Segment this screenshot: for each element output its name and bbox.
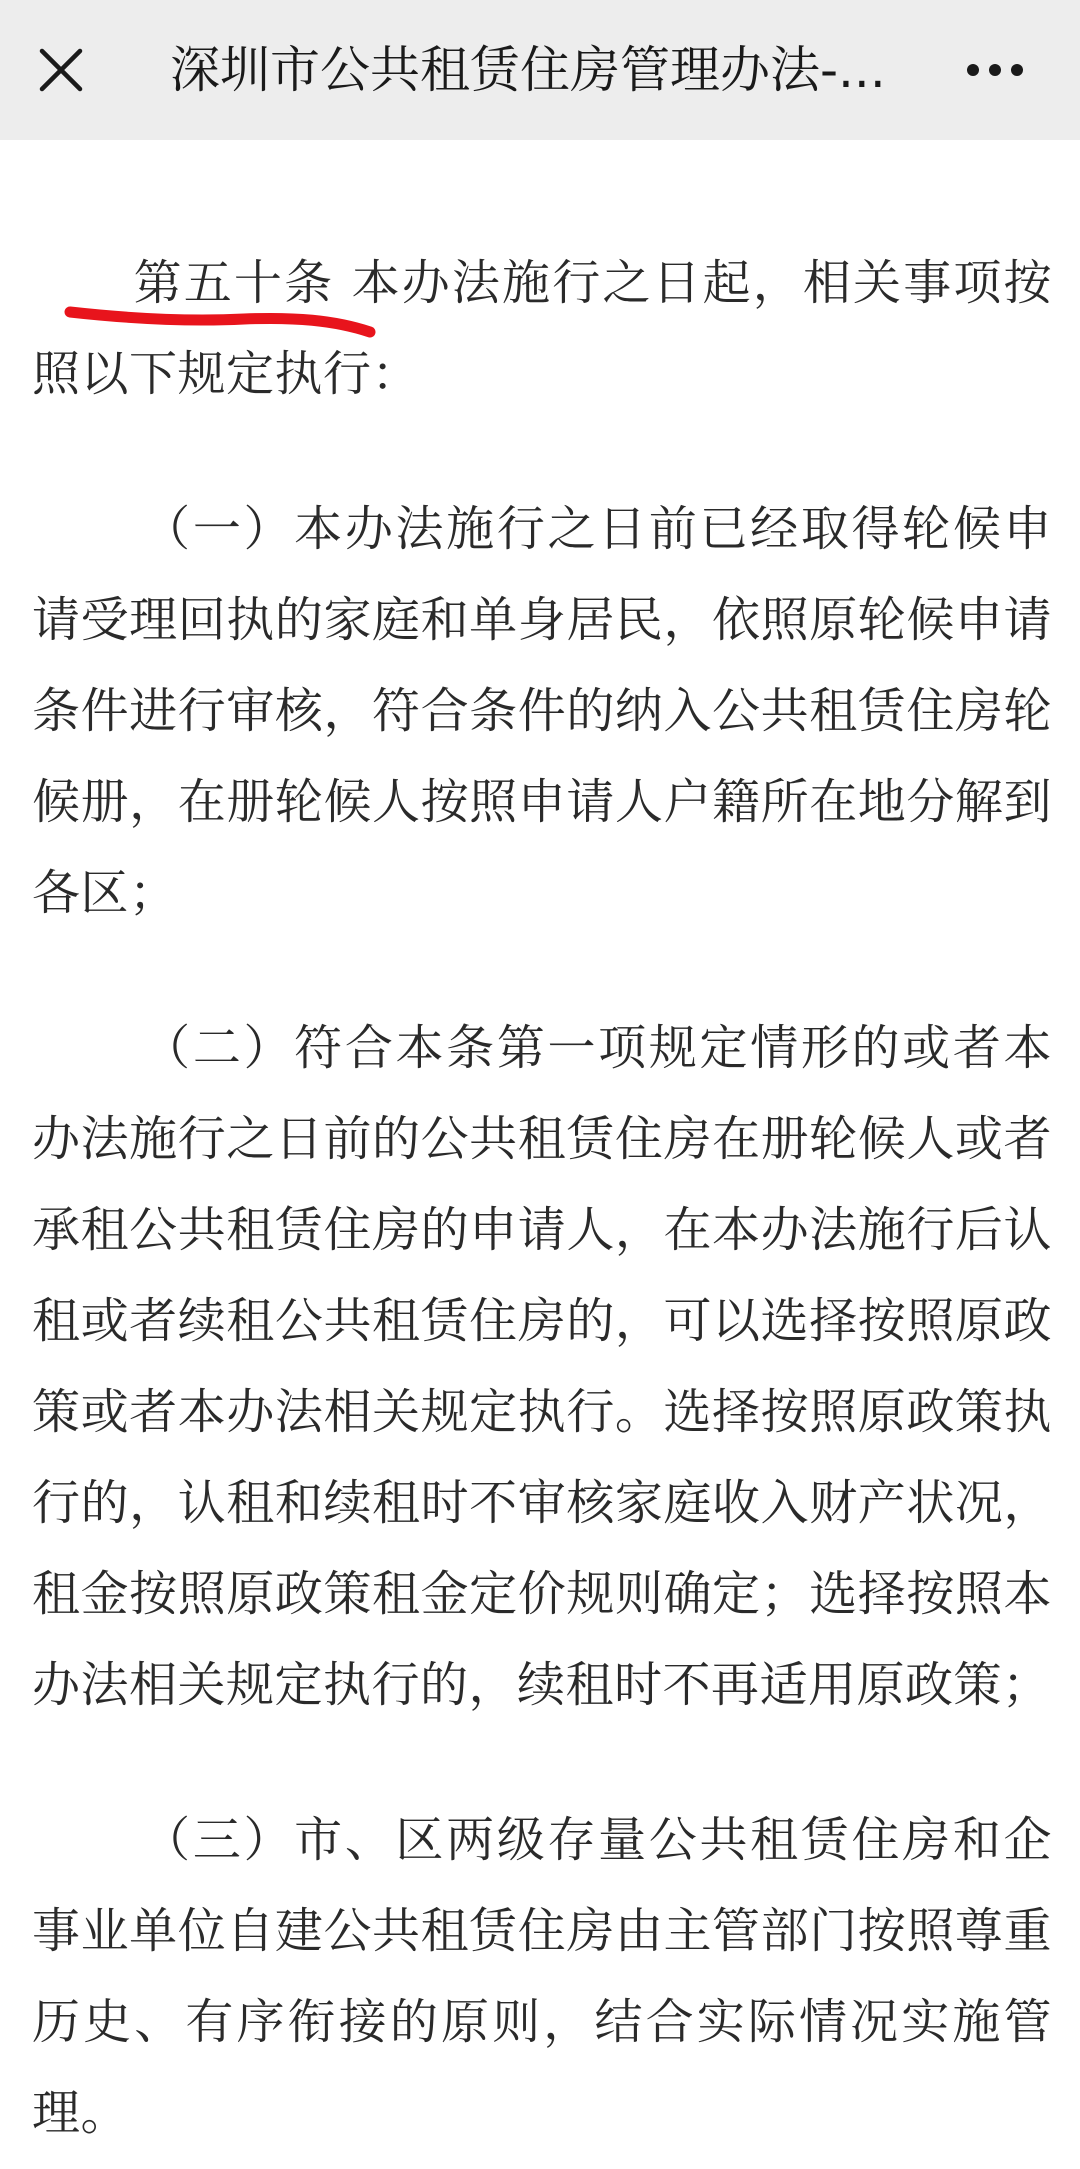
article-item-1-text: （一）本办法施行之日前已经取得轮候申请受理回执的家庭和单身居民，依照原轮候申请条件进行审核，符合条件的纳入公共租赁住房轮候册，在册轮候人按照申请人户籍所在地分解到各区； <box>32 501 1052 921</box>
close-button[interactable] <box>30 32 92 108</box>
article-intro-paragraph <box>32 238 1052 420</box>
article-item-1 <box>32 484 1052 939</box>
article-item-3-text: （三）市、区两级存量公共租赁住房和企事业单位自建公共租赁住房由主管部门按照尊重历史、有序衔接的原则，结合实际情况实施管理。 <box>32 1812 1052 2141</box>
article-number: 第五十条 <box>132 255 335 311</box>
more-icon <box>966 63 1024 77</box>
article-item-2 <box>32 1003 1052 1731</box>
top-navigation-bar <box>0 0 1080 140</box>
article-item-3 <box>32 1795 1052 2159</box>
more-options-button[interactable] <box>955 32 1035 108</box>
article-item-2-text: （二）符合本条第一项规定情形的或者本办法施行之日前的公共租赁住房在册轮候人或者承租公共租赁住房的申请人，在本办法施行后认租或者续租公共租赁住房的，可以选择按照原政策或者本办法相关规定执行。选择按照原政策执行的，认租和续租时不审核家庭收入财产状况，租金按照原政策租金定价规则确定；选择按照本办法相关规定执行的，续租时不再适用原政策； <box>32 1020 1052 1713</box>
page-title: 深圳市公共租赁住房管理办法-... <box>170 41 886 99</box>
article-intro-text: 本办法施行之日起，相关事项按照以下规定执行： <box>32 255 1052 402</box>
close-icon <box>38 47 84 93</box>
article-body <box>32 238 1052 2159</box>
